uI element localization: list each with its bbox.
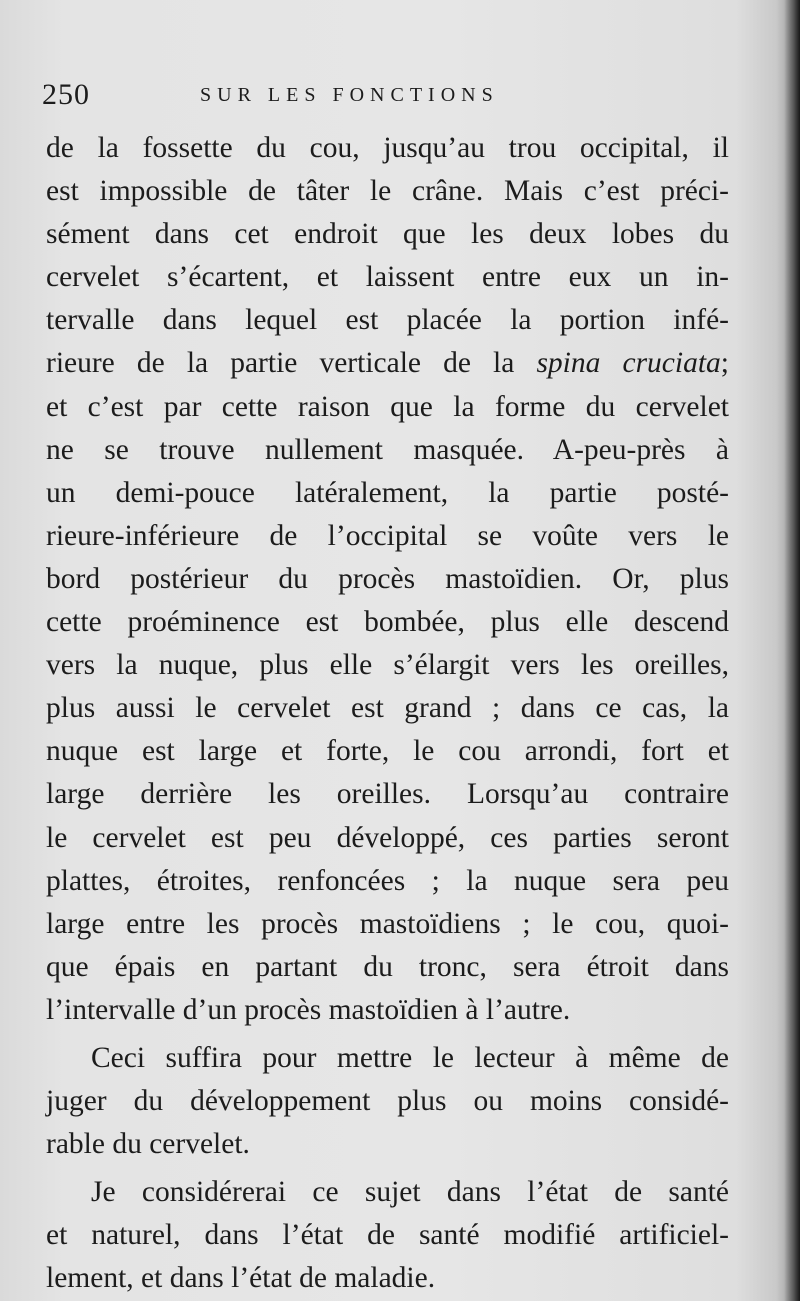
text-line: plus aussi le cervelet est grand ; dans ce cas, la bbox=[46, 692, 729, 725]
binding-shadow bbox=[784, 0, 800, 1301]
page-number: 250 bbox=[42, 78, 90, 111]
text-line: que épais en partant du tronc, sera étroit dans bbox=[46, 950, 729, 983]
body-text bbox=[46, 127, 729, 1301]
text-line-with-italic bbox=[46, 342, 729, 385]
text-segment: rieure de la partie verticale de la bbox=[46, 347, 515, 380]
text-line: et naturel, dans l’état de santé modifié artificiel- bbox=[46, 1219, 729, 1252]
paragraph-3 bbox=[46, 1171, 729, 1300]
text-line: un demi-pouce latéralement, la partie posté- bbox=[46, 476, 729, 509]
text-line: cervelet s’écartent, et laissent entre eux un in- bbox=[46, 261, 729, 294]
text-line: tervalle dans lequel est placée la portion infé- bbox=[46, 304, 729, 337]
text-line: nuque est large et forte, le cou arrondi, fort et bbox=[46, 735, 729, 768]
paragraph-2 bbox=[46, 1037, 729, 1166]
text-line: juger du développement plus ou moins considé- bbox=[46, 1085, 729, 1118]
text-line: l’intervalle d’un procès mastoïdien à l’autre. bbox=[46, 993, 571, 1026]
text-line: de la fossette du cou, jusqu’au trou occipital, il bbox=[46, 132, 729, 164]
italic-latin-term: spina cruciata bbox=[536, 347, 721, 380]
text-line: et c’est par cette raison que la forme du cervelet bbox=[46, 390, 729, 423]
running-title: SUR LES FONCTIONS bbox=[200, 84, 499, 106]
text-line: rieure-inférieure de l’occipital se voûte vers le bbox=[46, 519, 729, 552]
running-head bbox=[40, 74, 740, 114]
text-line: lement, et dans l’état de maladie. bbox=[46, 1262, 436, 1295]
text-line: large entre les procès mastoïdiens ; le cou, quoi- bbox=[46, 907, 729, 940]
text-line: ne se trouve nullement masquée. A-peu-près à bbox=[46, 433, 729, 466]
text-line: rable du cervelet. bbox=[46, 1128, 250, 1161]
text-line: Je considérerai ce sujet dans l’état de santé bbox=[91, 1176, 729, 1209]
text-line: large derrière les oreilles. Lorsqu’au contraire bbox=[46, 778, 729, 811]
text-line: Ceci suffira pour mettre le lecteur à même de bbox=[91, 1041, 729, 1074]
text-line: cette proéminence est bombée, plus elle descend bbox=[46, 606, 729, 639]
paragraph-1 bbox=[46, 127, 729, 1032]
text-line: est impossible de tâter le crâne. Mais c’est préci- bbox=[46, 175, 729, 208]
text-line: plattes, étroites, renfoncées ; la nuque sera peu bbox=[46, 864, 729, 897]
text-line: le cervelet est peu développé, ces parties seront bbox=[46, 821, 729, 854]
text-line: bord postérieur du procès mastoïdien. Or, plus bbox=[46, 562, 729, 595]
text-line: vers la nuque, plus elle s’élargit vers les oreilles, bbox=[46, 649, 729, 682]
text-line: sément dans cet endroit que les deux lobes du bbox=[46, 218, 729, 251]
punctuation: ; bbox=[720, 347, 729, 380]
